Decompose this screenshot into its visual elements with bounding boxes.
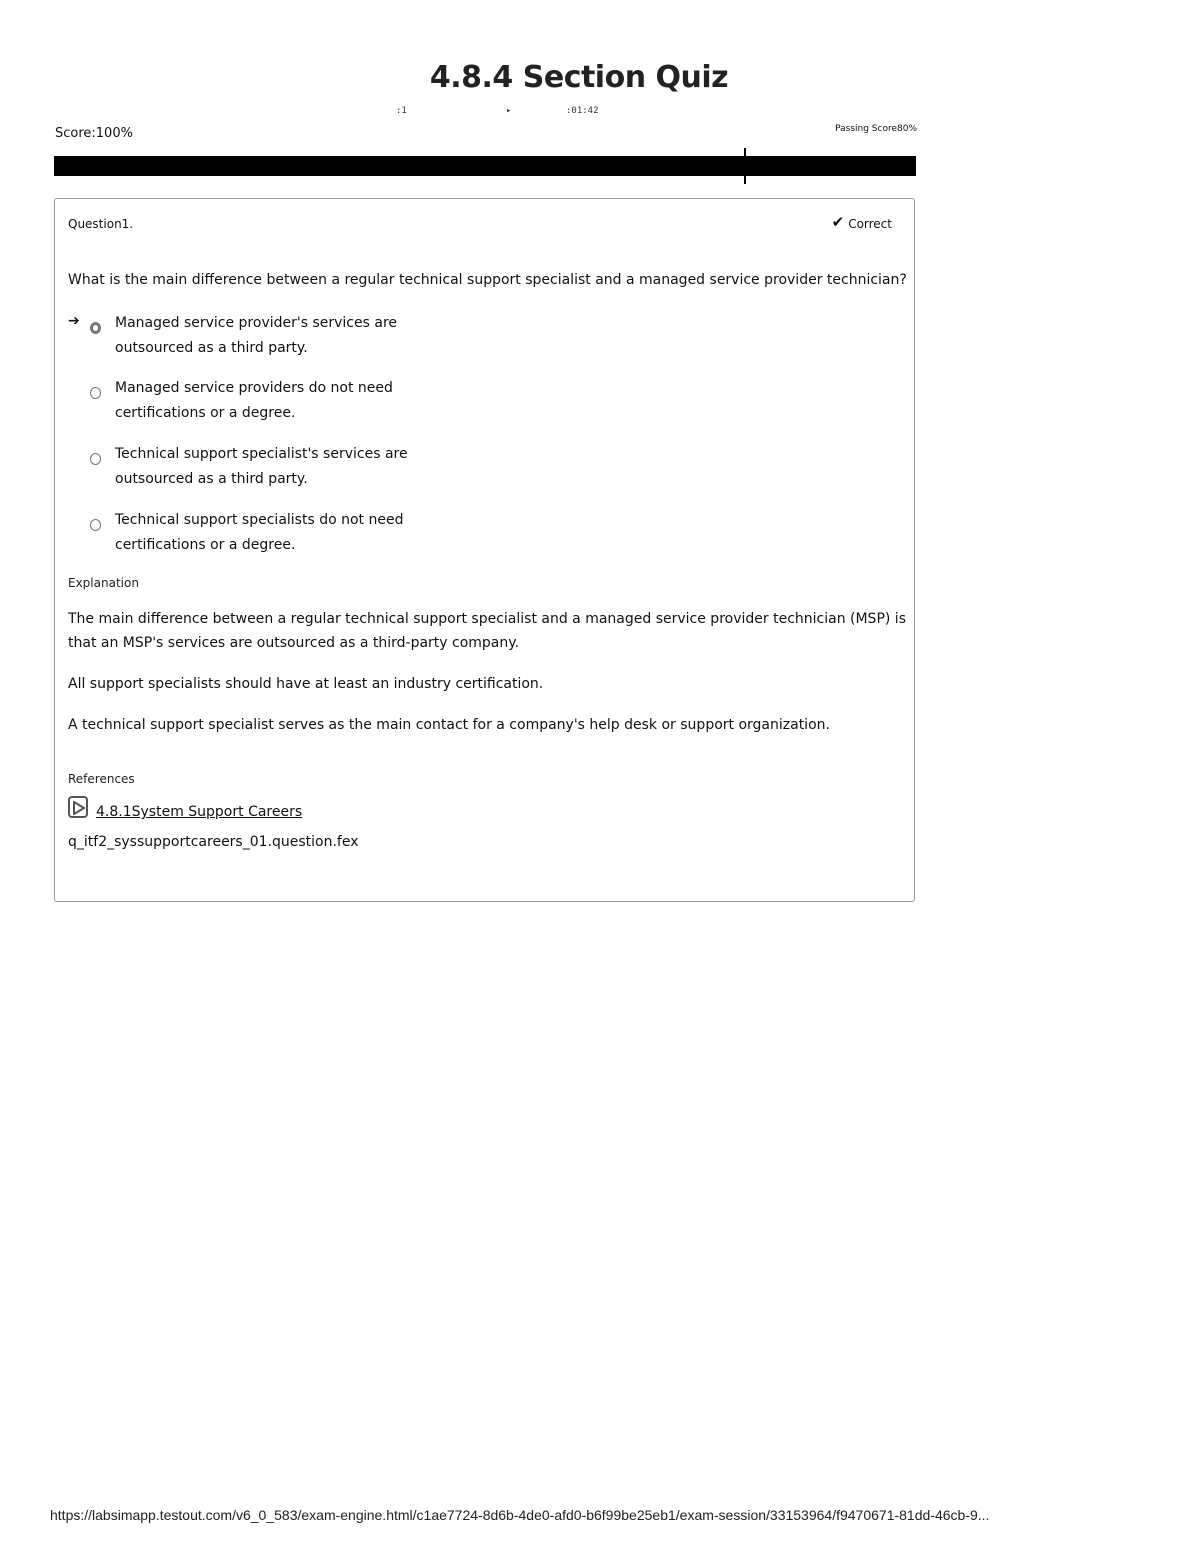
passing-score-label: Passing Score80% — [835, 124, 917, 134]
explanation-paragraph: A technical support specialist serves as the main contact for a company's help desk or support organization. — [68, 717, 830, 733]
passing-score-marker — [744, 148, 746, 184]
score-progress-fill — [54, 156, 916, 176]
question-card — [54, 198, 915, 902]
question-number: Question1. — [68, 217, 134, 231]
question-text: What is the main difference between a regular technical support specialist and a managed service provider technician? — [68, 272, 907, 288]
answer-option-label: Managed service providers do not need certifications or a degree. — [115, 380, 393, 421]
question-file-name: q_itf2_syssupportcareers_01.question.fex — [68, 834, 359, 850]
elapsed-time: :01:42 — [566, 106, 599, 116]
video-lesson-icon — [68, 796, 88, 818]
status-label: Correct — [848, 217, 892, 231]
answer-option-label: Technical support specialist's services are outsourced as a third party. — [115, 446, 408, 487]
play-icon: ▸ — [506, 106, 512, 116]
question-counter: :1 — [396, 106, 407, 116]
radio-button[interactable] — [90, 519, 101, 531]
score-progress-bar — [54, 156, 916, 176]
answer-option[interactable] — [68, 508, 428, 556]
question-status — [832, 213, 892, 231]
explanation-heading: Explanation — [68, 576, 139, 590]
answer-option-label: Technical support specialists do not need certifications or a degree. — [115, 512, 404, 553]
radio-button[interactable] — [90, 387, 101, 399]
check-icon: ✔ — [831, 213, 845, 231]
selected-arrow-icon: ➔ — [68, 313, 80, 329]
score-label: Score:100% — [55, 126, 133, 141]
radio-button[interactable] — [90, 322, 101, 334]
answer-option-label: Managed service provider's services are outsourced as a third party. — [115, 315, 398, 356]
answer-option[interactable] — [68, 376, 428, 424]
answer-option[interactable] — [68, 442, 428, 490]
references-heading: References — [68, 772, 135, 786]
explanation-paragraph: All support specialists should have at least an industry certification. — [68, 676, 544, 692]
answer-option[interactable] — [68, 311, 428, 359]
explanation-paragraph: The main difference between a regular technical support specialist and a managed service provider technician (MSP) is that an MSP's services are outsourced as a third-party company. — [68, 611, 906, 651]
page-url: https://labsimapp.testout.com/v6_0_583/exam-engine.html/c1ae7724-8d6b-4de0-afd0-b6f99be25eb1/exam-session/33153964/f9470671-81dd-46cb-9... — [50, 1507, 990, 1523]
page-title: 4.8.4 Section Quiz — [429, 60, 729, 95]
reference-link[interactable]: 4.8.1System Support Careers — [96, 804, 303, 820]
radio-button[interactable] — [90, 453, 101, 465]
